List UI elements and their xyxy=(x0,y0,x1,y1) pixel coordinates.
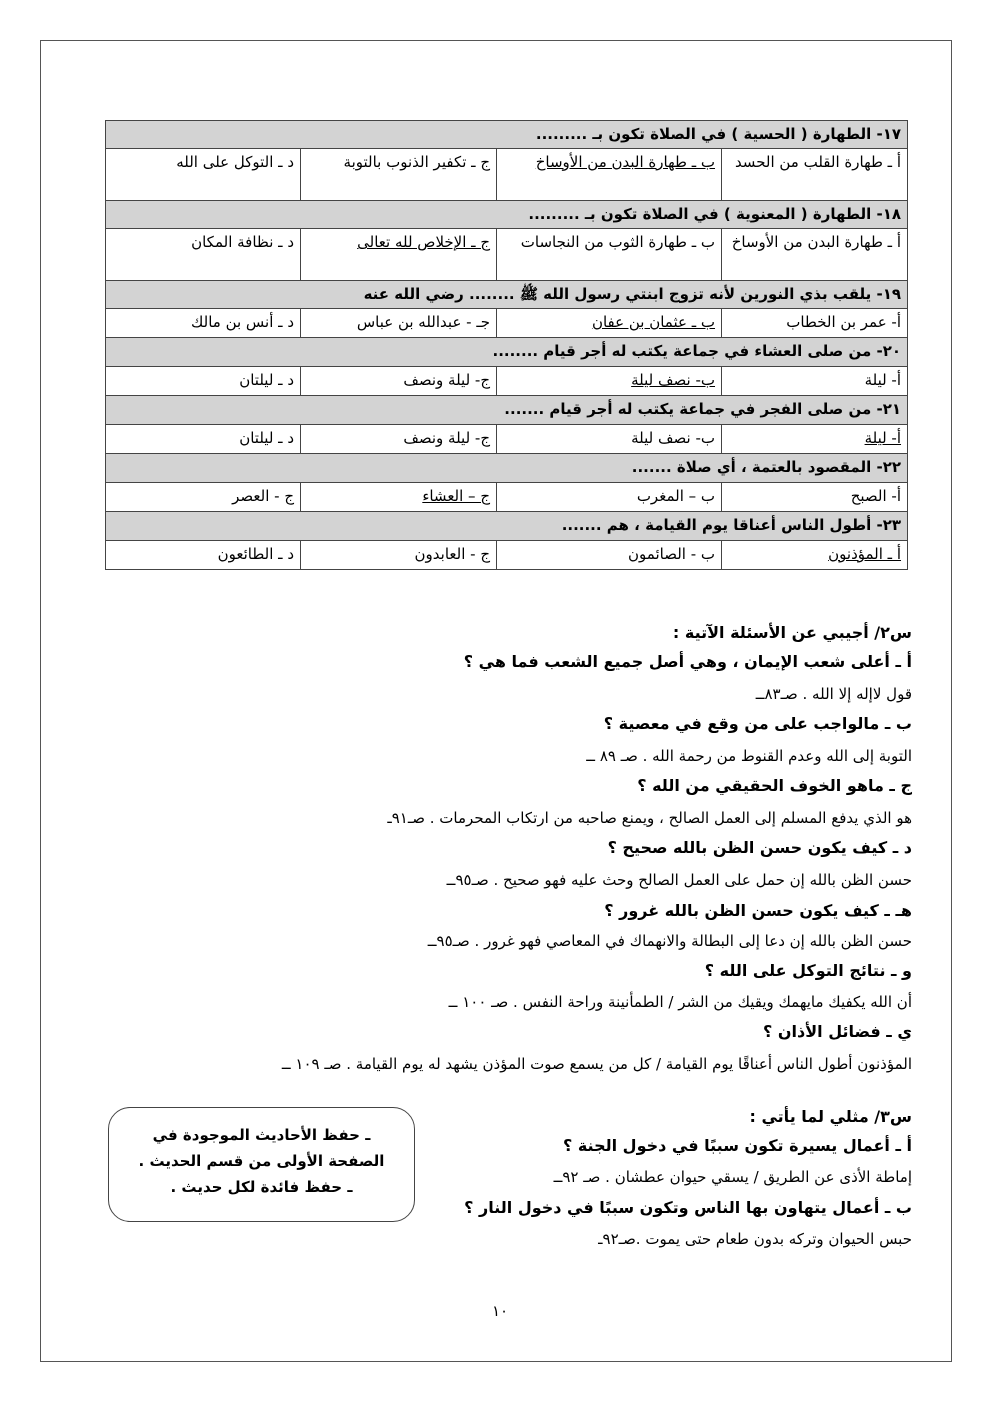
section2-answer: حسن الظن بالله إن دعا إلى البطالة والانهماك في المعاصي فهو غرور . صـ٩٥ــ xyxy=(427,932,912,950)
option-c[interactable]: ج- ليلة ونصف xyxy=(301,367,497,396)
page-number: ١٠ xyxy=(491,1302,509,1320)
option-c[interactable]: ج - العابدون xyxy=(301,541,497,570)
option-d[interactable]: د ـ أنس بن مالك xyxy=(106,309,301,338)
question-23: ٢٣- أطول الناس أعناقا يوم القيامة ، هم ....... xyxy=(106,512,908,541)
mcq-table xyxy=(105,120,908,570)
option-d[interactable]: د ـ نظافة المكان xyxy=(106,229,301,281)
option-a[interactable]: أ- ليلة xyxy=(722,367,908,396)
section2-question: ج ـ ماهو الخوف الحقيقي من الله ؟ xyxy=(637,776,912,795)
study-note-box xyxy=(108,1107,415,1222)
section2-answer: التوبة إلى الله وعدم القنوط من رحمة الله . صـ ٨٩ ــ xyxy=(586,747,912,765)
section2-answer: هو الذي يدفع المسلم إلى العمل الصالح ، ويمنع صاحبه من ارتكاب المحرمات . صـ٩١ـ xyxy=(387,809,912,827)
section2-question: و ـ نتائج التوكل على الله ؟ xyxy=(704,961,912,980)
option-a[interactable]: أ ـ طهارة القلب من الحسد xyxy=(722,149,908,201)
section2-question: د ـ كيف يكون حسن الظن بالله صحيح ؟ xyxy=(607,838,912,857)
option-b[interactable]: ب- نصف ليلة xyxy=(497,425,722,454)
section3-answer: إماطة الأذى عن الطريق / يسقي حيوان عطشان . صـ ٩٢ــ xyxy=(553,1168,912,1186)
option-b[interactable]: ب – المغرب xyxy=(497,483,722,512)
question-19: ١٩- يلقب بذي النورين لأنه تزوج ابنتي رسول الله ﷺ ........ رضي الله عنه xyxy=(106,281,908,309)
option-d[interactable]: د ـ التوكل على الله xyxy=(106,149,301,201)
section3-question: ب ـ أعمال يتهاون بها الناس وتكون سببًا في دخول النار ؟ xyxy=(464,1198,912,1217)
option-b[interactable]: ب- نصف ليلة xyxy=(497,367,722,396)
option-c[interactable]: ج – العشاء xyxy=(301,483,497,512)
section2-answer: قول لاإله إلا الله . صـ٨٣ــ xyxy=(755,685,912,703)
note-line: ـ حفظ فائدة لكل حديث . xyxy=(170,1178,353,1196)
option-c[interactable]: ج ـ الإخلاص لله تعالى xyxy=(301,229,497,281)
option-d[interactable]: د ـ ليلتان xyxy=(106,367,301,396)
note-line: الصفحة الأولى من قسم الحديث . xyxy=(138,1152,385,1170)
section2-question: أ ـ أعلى شعب الإيمان ، وهي أصل جميع الشعب فما هي ؟ xyxy=(463,652,912,671)
question-22: ٢٢- المقصود بالعتمة ، أي صلاة ....... xyxy=(106,454,908,483)
option-a[interactable]: أ- ليلة xyxy=(722,425,908,454)
option-d[interactable]: د ـ الطائعون xyxy=(106,541,301,570)
option-d[interactable]: د ـ ليلتان xyxy=(106,425,301,454)
section3-answer: حبس الحيوان وتركه بدون طعام حتى يموت .صـ٩٢ـ xyxy=(598,1230,912,1248)
option-c[interactable]: ج ـ تكفير الذنوب بالتوبة xyxy=(301,149,497,201)
option-b[interactable]: ب ـ طهارة البدن من الأوساخ xyxy=(497,149,722,201)
note-line: ـ حفظ الأحاديث الموجودة في xyxy=(152,1126,371,1144)
question-17: ١٧- الطهارة ( الحسية ) في الصلاة تكون بـ ......... xyxy=(106,121,908,149)
section3-question: أ ـ أعمال يسيرة تكون سببًا في دخول الجنة ؟ xyxy=(563,1136,912,1155)
option-b[interactable]: ب ـ طهارة الثوب من النجاسات xyxy=(497,229,722,281)
question-18: ١٨- الطهارة ( المعنوية ) في الصلاة تكون بـ ......... xyxy=(106,201,908,229)
option-a[interactable]: أ ـ طهارة البدن من الأوساخ xyxy=(722,229,908,281)
question-20: ٢٠- من صلى العشاء في جماعة يكتب له أجر قيام ........ xyxy=(106,338,908,367)
section2-answer: حسن الظن بالله إن حمل على العمل الصالح وحث عليه فهو صحيح . صـ٩٥ــ xyxy=(446,871,912,889)
section2-answer: المؤذنون أطول الناس أعناقًا يوم القيامة / كل من يسمع صوت المؤذن يشهد له يوم القيامة . صـ ١٠٩ ــ xyxy=(281,1055,912,1073)
question-21: ٢١- من صلى الفجر في جماعة يكتب له أجر قيام ....... xyxy=(106,396,908,425)
section2-title: س٢/ أجيبي عن الأسئلة الآتية : xyxy=(672,623,912,642)
section3-title: س٣/ مثلي لما يأتي : xyxy=(749,1107,912,1126)
option-a[interactable]: أ- عمر بن الخطاب xyxy=(722,309,908,338)
option-b[interactable]: ب ـ عثمان بن عفان xyxy=(497,309,722,338)
option-a[interactable]: أ ـ المؤذنون xyxy=(722,541,908,570)
option-c[interactable]: ج- ليلة ونصف xyxy=(301,425,497,454)
option-c[interactable]: جـ - عبدالله بن عباس xyxy=(301,309,497,338)
section2-question: هـ ـ كيف يكون حسن الظن بالله غرور ؟ xyxy=(604,901,912,920)
option-b[interactable]: ب - الصائمون xyxy=(497,541,722,570)
section2-answer: أن الله يكفيك مايهمك ويقيك من الشر / الطمأنينة وراحة النفس . صـ ١٠٠ ــ xyxy=(448,993,912,1011)
option-d[interactable]: ج - العصر xyxy=(106,483,301,512)
section2-question: ب ـ مالواجب على من وقع في معصية ؟ xyxy=(603,714,912,733)
option-a[interactable]: أ- الصبح xyxy=(722,483,908,512)
section2-question: ي ـ فضائل الأذان ؟ xyxy=(763,1022,912,1041)
